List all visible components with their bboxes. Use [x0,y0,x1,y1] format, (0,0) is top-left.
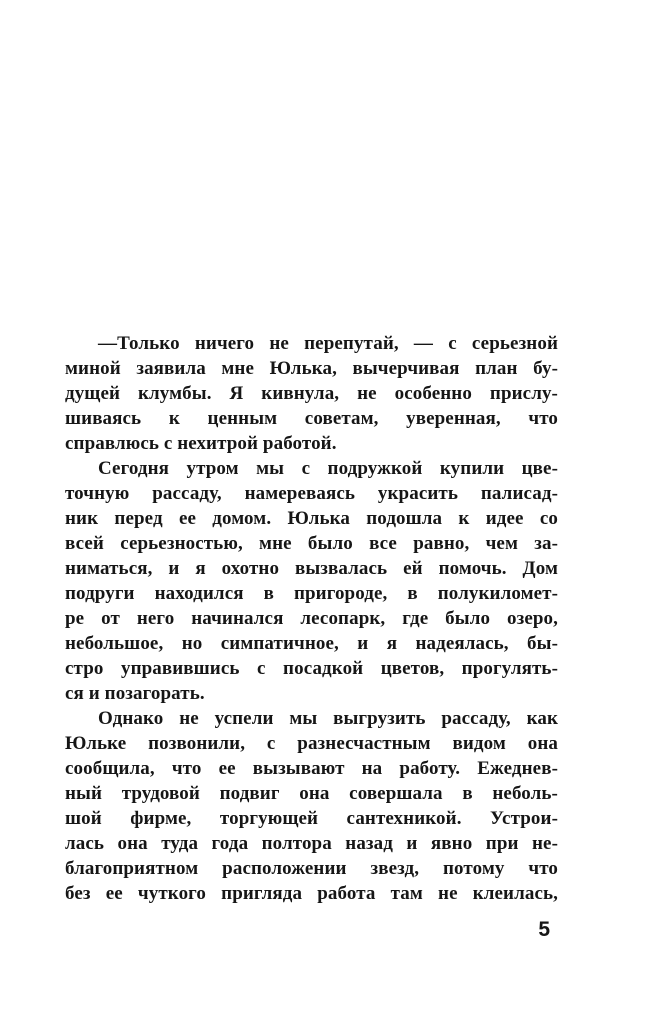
text-line: ре от него начинался лесопарк, где было озеро, [65,608,558,629]
text-line: миной заявила мне Юлька, вычерчивая план бу- [65,358,558,379]
text-line: ниматься, и я охотно вызвалась ей помочь. Дом [65,558,558,579]
text-line: Однако не успели мы выгрузить рассаду, как [98,708,558,729]
text-line: сообщила, что ее вызывают на работу. Ежеднев- [65,758,558,779]
text-line: без ее чуткого пригляда работа там не клеилась, [65,883,558,904]
text-line: подруги находился в пригороде, в полукиломет- [65,583,558,604]
text-line: —Только ничего не перепутай, — с серьезной [98,333,558,354]
text-line: дущей клумбы. Я кивнула, не особенно прислу- [65,383,558,404]
text-line: лась она туда года полтора назад и явно при не- [65,833,558,854]
text-line: ник перед ее домом. Юлька подошла к идее со [65,508,558,529]
text-line: Сегодня утром мы с подружкой купили цве- [98,458,558,479]
text-line: стро управившись с посадкой цветов, прогулять- [65,658,558,679]
text-line: небольшое, но симпатичное, и я надеялась, бы- [65,633,558,654]
text-line: шиваясь к ценным советам, уверенная, что [65,408,558,429]
text-line: ся и позагорать. [65,683,205,704]
body-text [65,331,558,906]
text-line: точную рассаду, намереваясь украсить палисад- [65,483,558,504]
text-line: Юльке позвонили, с разнесчастным видом она [65,733,558,754]
text-line: благоприятном расположении звезд, потому что [65,858,558,879]
page-number: 5 [538,918,550,941]
text-line: справлюсь с нехитрой работой. [65,433,337,454]
text-line: шой фирме, торгующей сантехникой. Устрои- [65,808,558,829]
text-line: ный трудовой подвиг она совершала в неболь- [65,783,558,804]
text-line: всей серьезностью, мне было все равно, чем за- [65,533,558,554]
